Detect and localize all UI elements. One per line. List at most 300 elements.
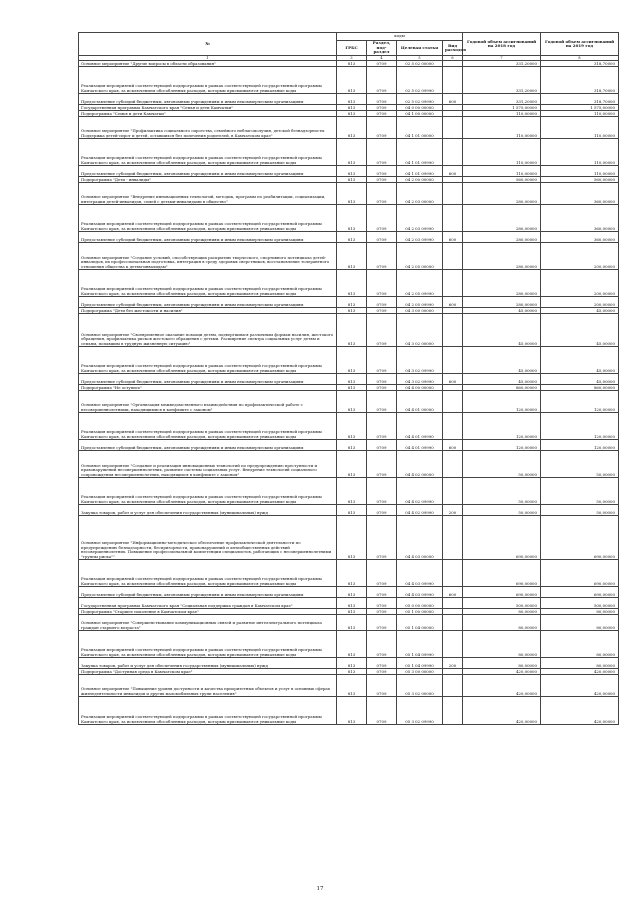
table-row xyxy=(79,413,619,440)
table-row xyxy=(79,391,619,413)
row-target-article: 04 2 00 00000 xyxy=(397,177,443,183)
row-target-article: 02 5 02 09990 xyxy=(397,67,443,94)
row-amount-2018: 860,00000 xyxy=(463,385,541,391)
row-grbs: 813 xyxy=(337,374,367,385)
row-razdel: 0709 xyxy=(367,314,397,347)
row-razdel: 0709 xyxy=(367,598,397,609)
row-razdel: 0709 xyxy=(367,117,397,139)
row-amount-2019: 318,70000 xyxy=(541,94,619,105)
column-index: 1 xyxy=(79,56,337,61)
row-target-article: 04 1 01 09990 xyxy=(397,166,443,177)
row-name: Основное мероприятие "Создание и реализация инновационных технологий по предупреждению преступности и правонарушений несовершеннолетних, развитие системы социальных услуг. Внедрение технологий социального сопровождения несовершеннолетних, находящихся в конфликте с законом" xyxy=(79,451,337,478)
table-row xyxy=(79,374,619,385)
row-razdel: 0709 xyxy=(367,205,397,232)
row-amount-2018: 110,00000 xyxy=(463,111,541,117)
header-num: № xyxy=(205,40,210,46)
row-razdel: 0709 xyxy=(367,478,397,505)
row-amount-2019: 110,00000 xyxy=(541,139,619,166)
row-name: Реализация мероприятий соответствующей подпрограммы в рамках соответствующей государственной программы Камчатского края, за исключением обособленных расходов, которым присваиваются уникальные коды xyxy=(79,347,337,374)
row-expense-type xyxy=(443,413,463,440)
row-target-article: 05 1 04 09990 xyxy=(397,658,443,669)
row-amount-2018: 120,00000 xyxy=(463,413,541,440)
row-razdel: 0709 xyxy=(367,440,397,451)
budget-table-sheet xyxy=(78,32,618,725)
row-name: Основное мероприятие "Внедрение инновационных технологий, методик, программ по реабилитации, социализации, интеграции детей-инвалидов, семей с детьми-инвалидами в общество" xyxy=(79,183,337,205)
column-index: 4 xyxy=(367,56,397,61)
table-row xyxy=(79,516,619,560)
row-razdel: 0709 xyxy=(367,560,397,587)
header-target-article: Целевая статья xyxy=(397,41,443,56)
row-name: Реализация мероприятий соответствующей подпрограммы в рамках соответствующей государственной программы Камчатского края, за исключением обособленных расходов, которым присваиваются уникальные коды xyxy=(79,478,337,505)
row-amount-2018: 80,00000 xyxy=(463,609,541,615)
row-razdel: 0709 xyxy=(367,697,397,725)
row-grbs: 813 xyxy=(337,560,367,587)
row-amount-2018: 280,00000 xyxy=(463,205,541,232)
row-name: Основное мероприятие "Повышение уровня доступности и качества приоритетных объектов и услуг в основных сферах жизнедеятельности инвалидов и других маломобильных групп населения" xyxy=(79,675,337,697)
row-razdel: 0709 xyxy=(367,587,397,598)
row-name: Основное мероприятие "Профилактика социального сиротства, семейного неблагополучия, детской безнадзорности. Поддержка детей-сирот и детей, оставшихся без попечения родителей, в Камчатском крае" xyxy=(79,117,337,139)
row-amount-2018: 280,00000 xyxy=(463,183,541,205)
row-name: Предоставление субсидий бюджетным, автономным учреждениям и иным некоммерческим организациям xyxy=(79,587,337,598)
row-target-article: 04 4 02 00000 xyxy=(397,451,443,478)
row-expense-type xyxy=(443,183,463,205)
row-amount-2019: 690,00000 xyxy=(541,587,619,598)
row-target-article: 02 5 02 09990 xyxy=(397,94,443,105)
row-grbs: 813 xyxy=(337,440,367,451)
row-amount-2019: 120,00000 xyxy=(541,440,619,451)
row-target-article: 05 1 04 09990 xyxy=(397,631,443,658)
row-amount-2018: 110,00000 xyxy=(463,117,541,139)
row-grbs: 813 xyxy=(337,67,367,94)
table-row xyxy=(79,270,619,297)
table-body xyxy=(79,61,619,725)
row-amount-2019: 1 575,00000 xyxy=(541,105,619,111)
row-amount-2018: 331,20000 xyxy=(463,67,541,94)
row-target-article: 04 3 02 00000 xyxy=(397,314,443,347)
row-amount-2018: 500,00000 xyxy=(463,598,541,609)
row-grbs: 813 xyxy=(337,505,367,516)
table-row xyxy=(79,560,619,587)
row-name: Подпрограмма "Дети - инвалиды" xyxy=(79,177,337,183)
row-amount-2018: 45,00000 xyxy=(463,308,541,314)
row-amount-2019: 318,70000 xyxy=(541,67,619,94)
row-amount-2018: 560,00000 xyxy=(463,177,541,183)
row-target-article: 05 3 02 00000 xyxy=(397,675,443,697)
row-expense-type: 600 xyxy=(443,587,463,598)
row-grbs: 813 xyxy=(337,598,367,609)
row-target-article: 04 0 00 00000 xyxy=(397,105,443,111)
row-target-article: 04 4 01 00000 xyxy=(397,391,443,413)
row-expense-type xyxy=(443,615,463,631)
budget-table xyxy=(78,32,619,725)
row-target-article: 05 3 02 09990 xyxy=(397,697,443,725)
row-expense-type: 600 xyxy=(443,440,463,451)
row-target-article: 04 1 01 00000 xyxy=(397,117,443,139)
row-razdel: 0709 xyxy=(367,615,397,631)
header-name xyxy=(79,33,337,56)
row-amount-2018: 45,00000 xyxy=(463,374,541,385)
row-grbs: 813 xyxy=(337,609,367,615)
row-razdel: 0709 xyxy=(367,232,397,243)
row-grbs: 813 xyxy=(337,111,367,117)
row-grbs: 813 xyxy=(337,61,367,67)
row-grbs: 813 xyxy=(337,385,367,391)
page-number: 17 xyxy=(316,886,324,892)
row-expense-type: 200 xyxy=(443,505,463,516)
table-row xyxy=(79,117,619,139)
row-amount-2019: 120,00000 xyxy=(541,413,619,440)
row-expense-type xyxy=(443,270,463,297)
row-name: Основное мероприятие "Информационно-методическое обеспечение профилактической деятельности по предупреждению безнадзорности, беспризорности, правонарушений и антиобщественных действий несовершеннолетних. Повышение профессиональной компетенции специалистов, работающих с несовершеннолетними "группы риска"" xyxy=(79,516,337,560)
row-amount-2018: 110,00000 xyxy=(463,166,541,177)
header-year-2018: Годовой объем ассигнований на 2018 год xyxy=(463,33,541,56)
row-target-article: 05 3 00 00000 xyxy=(397,669,443,675)
row-target-article: 04 2 05 09990 xyxy=(397,297,443,308)
row-amount-2019: 45,00000 xyxy=(541,314,619,347)
row-name: Предоставление субсидий бюджетным, автономным учреждениям и иным некоммерческим организациям xyxy=(79,166,337,177)
row-amount-2019: 690,00000 xyxy=(541,560,619,587)
row-expense-type: 200 xyxy=(443,658,463,669)
row-amount-2019: 500,00000 xyxy=(541,598,619,609)
row-amount-2018: 50,00000 xyxy=(463,505,541,516)
row-amount-2019: 110,00000 xyxy=(541,117,619,139)
row-expense-type xyxy=(443,205,463,232)
row-razdel: 0709 xyxy=(367,94,397,105)
row-amount-2018: 280,00000 xyxy=(463,270,541,297)
row-amount-2019: 360,00000 xyxy=(541,232,619,243)
row-name: Реализация мероприятий соответствующей подпрограммы в рамках соответствующей государственной программы Камчатского края, за исключением обособленных расходов, которым присваиваются уникальные коды xyxy=(79,67,337,94)
row-amount-2019: 560,00000 xyxy=(541,177,619,183)
table-row xyxy=(79,166,619,177)
row-expense-type xyxy=(443,697,463,725)
table-row xyxy=(79,94,619,105)
row-name: Основное мероприятие "Создание условий, способствующих раскрытию творческого, спортивного потенциала детей-инвалидов, их профессиональная подготовка, интеграция в среду здоровых сверстников, восстановление толерантного отношения общества к детям-инвалидам" xyxy=(79,243,337,270)
row-expense-type xyxy=(443,451,463,478)
row-razdel: 0709 xyxy=(367,631,397,658)
table-row xyxy=(79,675,619,697)
row-amount-2019: 45,00000 xyxy=(541,308,619,314)
table-row xyxy=(79,478,619,505)
row-name: Реализация мероприятий соответствующей подпрограммы в рамках соответствующей государственной программы Камчатского края, за исключением обособленных расходов, которым присваиваются уникальные коды xyxy=(79,560,337,587)
column-index: 5 xyxy=(397,56,443,61)
row-name: Предоставление субсидий бюджетным, автономным учреждениям и иным некоммерческим организациям xyxy=(79,374,337,385)
row-amount-2019: 50,00000 xyxy=(541,478,619,505)
row-grbs: 813 xyxy=(337,308,367,314)
row-name: Закупка товаров, работ и услуг для обеспечения государственных (муниципальных) нужд xyxy=(79,658,337,669)
row-name: Реализация мероприятий соответствующей подпрограммы в рамках соответствующей государственной программы Камчатского края, за исключением обособленных расходов, которым присваиваются уникальные коды xyxy=(79,205,337,232)
row-amount-2019: 80,00000 xyxy=(541,609,619,615)
row-razdel: 0709 xyxy=(367,374,397,385)
row-grbs: 813 xyxy=(337,451,367,478)
row-target-article: 05 0 00 00000 xyxy=(397,598,443,609)
column-index: 3 xyxy=(337,56,367,61)
row-amount-2019: 45,00000 xyxy=(541,347,619,374)
row-grbs: 813 xyxy=(337,314,367,347)
row-amount-2018: 120,00000 xyxy=(463,391,541,413)
row-name: Государственная программа Камчатского края "Семья и дети Камчатки" xyxy=(79,105,337,111)
table-row xyxy=(79,658,619,669)
row-amount-2018: 50,00000 xyxy=(463,451,541,478)
row-name: Государственная программа Камчатского края "Социальная поддержка граждан в Камчатском крае" xyxy=(79,598,337,609)
row-amount-2019: 80,00000 xyxy=(541,615,619,631)
row-razdel: 0709 xyxy=(367,516,397,560)
row-amount-2019: 45,00000 xyxy=(541,374,619,385)
row-expense-type xyxy=(443,243,463,270)
row-razdel: 0709 xyxy=(367,297,397,308)
row-expense-type xyxy=(443,314,463,347)
row-expense-type: 600 xyxy=(443,94,463,105)
row-target-article: 04 2 05 00000 xyxy=(397,243,443,270)
row-razdel: 0709 xyxy=(367,609,397,615)
row-amount-2018: 80,00000 xyxy=(463,631,541,658)
header-expense-type: Вид расходов xyxy=(443,41,463,56)
row-expense-type: 600 xyxy=(443,297,463,308)
row-razdel: 0709 xyxy=(367,669,397,675)
row-grbs: 813 xyxy=(337,669,367,675)
row-target-article: 04 4 03 09990 xyxy=(397,560,443,587)
table-row xyxy=(79,587,619,598)
row-razdel: 0709 xyxy=(367,658,397,669)
row-amount-2018: 120,00000 xyxy=(463,440,541,451)
row-name: Закупка товаров, работ и услуг для обеспечения государственных (муниципальных) нужд xyxy=(79,505,337,516)
row-amount-2018: 110,00000 xyxy=(463,139,541,166)
row-amount-2019: 120,00000 xyxy=(541,391,619,413)
row-grbs: 813 xyxy=(337,391,367,413)
row-amount-2018: 420,00000 xyxy=(463,675,541,697)
row-target-article: 04 1 01 09990 xyxy=(397,139,443,166)
row-razdel: 0709 xyxy=(367,139,397,166)
row-amount-2018: 45,00000 xyxy=(463,347,541,374)
row-grbs: 813 xyxy=(337,413,367,440)
row-target-article: 04 4 02 09990 xyxy=(397,478,443,505)
row-target-article: 04 3 02 09990 xyxy=(397,374,443,385)
table-row xyxy=(79,205,619,232)
row-grbs: 813 xyxy=(337,205,367,232)
table-row xyxy=(79,505,619,516)
row-target-article: 04 3 02 09990 xyxy=(397,347,443,374)
row-expense-type xyxy=(443,631,463,658)
row-grbs: 813 xyxy=(337,94,367,105)
row-amount-2019: 110,00000 xyxy=(541,111,619,117)
row-amount-2019: 80,00000 xyxy=(541,658,619,669)
header-razdel: Раздел, под-раздел xyxy=(367,41,397,56)
row-grbs: 813 xyxy=(337,297,367,308)
row-amount-2018: 331,20000 xyxy=(463,61,541,67)
row-razdel: 0709 xyxy=(367,413,397,440)
table-row xyxy=(79,314,619,347)
row-expense-type xyxy=(443,391,463,413)
row-name: Подпрограмма "Семья и дети Камчатки" xyxy=(79,111,337,117)
row-razdel: 0709 xyxy=(367,166,397,177)
table-row xyxy=(79,598,619,609)
row-grbs: 813 xyxy=(337,478,367,505)
row-expense-type: 600 xyxy=(443,166,463,177)
header-grbs: ГРБС xyxy=(337,41,367,56)
row-amount-2019: 690,00000 xyxy=(541,516,619,560)
row-expense-type xyxy=(443,347,463,374)
row-grbs: 813 xyxy=(337,117,367,139)
row-target-article: 04 4 00 00000 xyxy=(397,385,443,391)
row-razdel: 0709 xyxy=(367,308,397,314)
row-grbs: 813 xyxy=(337,587,367,598)
row-expense-type xyxy=(443,67,463,94)
row-razdel: 0709 xyxy=(367,675,397,697)
row-razdel: 0709 xyxy=(367,105,397,111)
row-razdel: 0709 xyxy=(367,505,397,516)
header-year-2019: Годовой объем ассигнований на 2019 год xyxy=(541,33,619,56)
row-grbs: 813 xyxy=(337,516,367,560)
table-row xyxy=(79,297,619,308)
row-name: Основное мероприятие "Совершенствование коммуникационных связей и развитие интеллектуального потенциала граждан старшего возраста" xyxy=(79,615,337,631)
row-amount-2019: 420,00000 xyxy=(541,697,619,725)
row-amount-2019: 200,00000 xyxy=(541,270,619,297)
row-target-article: 04 2 03 00000 xyxy=(397,183,443,205)
row-amount-2018: 331,20000 xyxy=(463,94,541,105)
table-header xyxy=(79,33,619,61)
table-row xyxy=(79,631,619,658)
row-razdel: 0709 xyxy=(367,67,397,94)
row-grbs: 813 xyxy=(337,347,367,374)
row-target-article: 02 5 02 00000 xyxy=(397,61,443,67)
row-name: Реализация мероприятий соответствующей подпрограммы в рамках соответствующей государственной программы Камчатского края, за исключением обособленных расходов, которым присваиваются уникальные коды xyxy=(79,270,337,297)
row-expense-type: 600 xyxy=(443,374,463,385)
table-row xyxy=(79,347,619,374)
row-target-article: 04 4 02 09990 xyxy=(397,505,443,516)
row-target-article: 04 2 05 09990 xyxy=(397,270,443,297)
row-amount-2018: 280,00000 xyxy=(463,297,541,308)
row-razdel: 0709 xyxy=(367,61,397,67)
row-name: Подпрограмма "Старшее поколение в Камчатском крае" xyxy=(79,609,337,615)
row-grbs: 813 xyxy=(337,270,367,297)
row-name: Подпрограмма "Доступная среда в Камчатском крае" xyxy=(79,669,337,675)
column-index: 6 xyxy=(443,56,463,61)
row-amount-2019: 50,00000 xyxy=(541,505,619,516)
row-razdel: 0709 xyxy=(367,347,397,374)
row-razdel: 0709 xyxy=(367,111,397,117)
row-grbs: 813 xyxy=(337,232,367,243)
row-amount-2018: 690,00000 xyxy=(463,516,541,560)
row-name: Подпрограмма "Не оступись" xyxy=(79,385,337,391)
row-amount-2019: 50,00000 xyxy=(541,451,619,478)
row-amount-2018: 690,00000 xyxy=(463,560,541,587)
row-amount-2018: 1 575,00000 xyxy=(463,105,541,111)
row-name: Предоставление субсидий бюджетным, автономным учреждениям и иным некоммерческим организациям xyxy=(79,297,337,308)
row-amount-2019: 318,70000 xyxy=(541,61,619,67)
row-amount-2019: 80,00000 xyxy=(541,631,619,658)
table-row xyxy=(79,451,619,478)
row-amount-2018: 280,00000 xyxy=(463,232,541,243)
row-amount-2018: 80,00000 xyxy=(463,615,541,631)
row-razdel: 0709 xyxy=(367,243,397,270)
row-target-article: 04 3 00 00000 xyxy=(397,308,443,314)
row-target-article: 04 1 00 00000 xyxy=(397,111,443,117)
table-row xyxy=(79,183,619,205)
row-grbs: 813 xyxy=(337,615,367,631)
row-razdel: 0709 xyxy=(367,451,397,478)
row-expense-type xyxy=(443,478,463,505)
row-name: Предоставление субсидий бюджетным, автономным учреждениям и иным некоммерческим организациям xyxy=(79,232,337,243)
row-grbs: 813 xyxy=(337,675,367,697)
row-amount-2019: 420,00000 xyxy=(541,675,619,697)
header-codes: коды xyxy=(337,33,463,41)
row-razdel: 0709 xyxy=(367,391,397,413)
row-amount-2019: 420,00000 xyxy=(541,669,619,675)
row-amount-2018: 80,00000 xyxy=(463,658,541,669)
row-grbs: 813 xyxy=(337,183,367,205)
row-name: Реализация мероприятий соответствующей подпрограммы в рамках соответствующей государственной программы Камчатского края, за исключением обособленных расходов, которым присваиваются уникальные коды xyxy=(79,413,337,440)
row-name: Основное мероприятие "Своевременное оказание помощи детям, подвергшимся различным формам насилия, жестокого обращения, профилактика рисков жестокого обращения с детьми. Расширение спектра социальных услуг детям и семьям, попавшим в трудную жизненную ситуацию" xyxy=(79,314,337,347)
row-target-article: 05 1 00 00000 xyxy=(397,609,443,615)
row-name: Реализация мероприятий соответствующей подпрограммы в рамках соответствующей государственной программы Камчатского края, за исключением обособленных расходов, которым присваиваются уникальные коды xyxy=(79,697,337,725)
table-row xyxy=(79,232,619,243)
table-row xyxy=(79,697,619,725)
row-grbs: 813 xyxy=(337,105,367,111)
row-grbs: 813 xyxy=(337,139,367,166)
row-target-article: 04 2 03 09990 xyxy=(397,232,443,243)
row-name: Реализация мероприятий соответствующей подпрограммы в рамках соответствующей государственной программы Камчатского края, за исключением обособленных расходов, которым присваиваются уникальные коды xyxy=(79,631,337,658)
row-grbs: 813 xyxy=(337,658,367,669)
row-grbs: 813 xyxy=(337,177,367,183)
row-amount-2018: 280,00000 xyxy=(463,243,541,270)
row-name: Предоставление субсидий бюджетным, автономным учреждениям и иным некоммерческим организациям xyxy=(79,94,337,105)
row-expense-type: 600 xyxy=(443,232,463,243)
row-grbs: 813 xyxy=(337,166,367,177)
column-index: 7 xyxy=(463,56,541,61)
row-amount-2019: 200,00000 xyxy=(541,297,619,308)
row-grbs: 813 xyxy=(337,631,367,658)
row-amount-2019: 360,00000 xyxy=(541,205,619,232)
row-razdel: 0709 xyxy=(367,270,397,297)
row-amount-2018: 690,00000 xyxy=(463,587,541,598)
row-expense-type xyxy=(443,560,463,587)
row-amount-2019: 200,00000 xyxy=(541,243,619,270)
table-row xyxy=(79,67,619,94)
row-expense-type xyxy=(443,598,463,609)
row-amount-2019: 360,00000 xyxy=(541,183,619,205)
row-name: Основное мероприятие "Организация межведомственного взаимодействия по профилактической работе с несовершеннолетними, находящимися в конфликте с законом" xyxy=(79,391,337,413)
row-target-article: 04 4 01 09990 xyxy=(397,413,443,440)
table-row xyxy=(79,615,619,631)
row-name: Подпрограмма "Дети без жестокости и насилия" xyxy=(79,308,337,314)
row-target-article: 04 4 03 09990 xyxy=(397,587,443,598)
row-expense-type xyxy=(443,117,463,139)
row-expense-type xyxy=(443,516,463,560)
row-expense-type xyxy=(443,139,463,166)
row-amount-2018: 420,00000 xyxy=(463,697,541,725)
row-grbs: 813 xyxy=(337,243,367,270)
row-razdel: 0709 xyxy=(367,177,397,183)
row-amount-2019: 860,00000 xyxy=(541,385,619,391)
row-razdel: 0709 xyxy=(367,183,397,205)
table-row xyxy=(79,440,619,451)
row-grbs: 813 xyxy=(337,697,367,725)
row-amount-2019: 110,00000 xyxy=(541,166,619,177)
column-index: 8 xyxy=(541,56,619,61)
row-target-article: 04 4 03 00000 xyxy=(397,516,443,560)
row-razdel: 0709 xyxy=(367,385,397,391)
row-target-article: 04 2 03 09990 xyxy=(397,205,443,232)
table-row xyxy=(79,139,619,166)
row-target-article: 05 1 04 00000 xyxy=(397,615,443,631)
row-expense-type xyxy=(443,675,463,697)
row-amount-2018: 45,00000 xyxy=(463,314,541,347)
row-target-article: 04 4 01 09990 xyxy=(397,440,443,451)
row-amount-2018: 50,00000 xyxy=(463,478,541,505)
table-row xyxy=(79,243,619,270)
row-name: Реализация мероприятий соответствующей подпрограммы в рамках соответствующей государственной программы Камчатского края, за исключением обособленных расходов, которым присваиваются уникальные коды xyxy=(79,139,337,166)
row-name: Основное мероприятие "Другие вопросы в области образования" xyxy=(79,61,337,67)
row-name: Предоставление субсидий бюджетным, автономным учреждениям и иным некоммерческим организациям xyxy=(79,440,337,451)
